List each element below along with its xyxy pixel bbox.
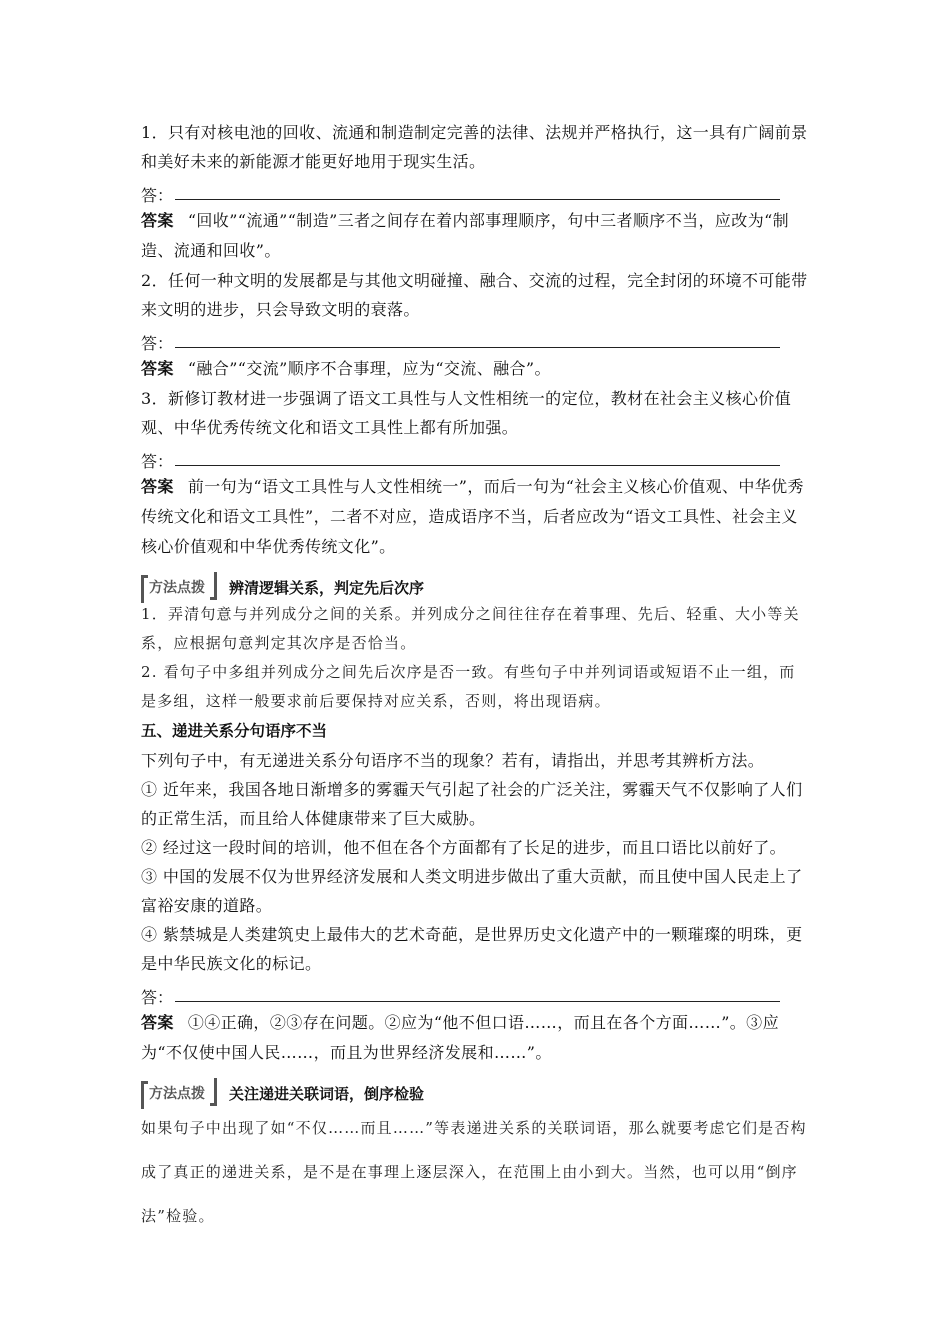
section-5-item-1: ① 近年来，我国各地日渐增多的雾霾天气引起了社会的广泛关注，雾霾天气不仅影响了人们的正常生活，而且给人体健康带来了巨大威胁。 bbox=[141, 780, 803, 828]
answer-1-text: “回收”“流通”“制造”三者之间存在着内部事理顺序，句中三者顺序不当，应改为“制造、流通和回收”。 bbox=[141, 211, 790, 260]
answer-tag: 答案 bbox=[141, 477, 174, 496]
section-5-item-4: ④ 紫禁城是人类建筑史上最伟大的艺术奇葩，是世界历史文化遗产中的一颗璀璨的明珠，更是中华民族文化的标记。 bbox=[141, 925, 803, 973]
method-title: 辨清逻辑关系，判定先后次序 bbox=[229, 579, 425, 597]
method-1-point-1: 1．弄清句意与并列成分之间的关系。并列成分之间往往存在着事理、先后、轻重、大小等关系，应根据句意判定其次序是否恰当。 bbox=[141, 605, 800, 652]
answer-2 bbox=[141, 354, 809, 384]
answer-line-3 bbox=[141, 442, 809, 472]
method-1-point-2: 2. 看句子中多组并列成分之间先后次序是否一致。有些句子中并列词语或短语不止一组，而是多组，这样一般要求前后要保持对应关系，否则，将出现语病。 bbox=[141, 663, 796, 710]
method-badge: 方法点拨 bbox=[141, 1081, 217, 1106]
answer-tag: 答案 bbox=[141, 1013, 174, 1032]
question-2: 2．任何一种文明的发展都是与其他文明碰撞、融合、交流的过程，完全封闭的环境不可能带来文明的进步，只会导致文明的衰落。 bbox=[141, 271, 808, 319]
answer-5 bbox=[141, 1008, 809, 1068]
section-5-item-3: ③ 中国的发展不仅为世界经济发展和人类文明进步做出了重大贡献，而且使中国人民走上了富裕安康的道路。 bbox=[141, 867, 803, 915]
method-tip-1 bbox=[141, 562, 809, 600]
answer-line-1 bbox=[141, 176, 809, 206]
method-tip-2 bbox=[141, 1068, 809, 1106]
answer-label: 答： bbox=[141, 186, 174, 205]
answer-3 bbox=[141, 472, 809, 562]
answer-tag: 答案 bbox=[141, 359, 174, 378]
question-1: 1．只有对核电池的回收、流通和制造制定完善的法律、法规并严格执行，这一具有广阔前景和美好未来的新能源才能更好地用于现实生活。 bbox=[141, 123, 808, 171]
question-3: 3．新修订教材进一步强调了语文工具性与人文性相统一的定位，教材在社会主义核心价值观、中华优秀传统文化和语文工具性上都有所加强。 bbox=[141, 389, 792, 437]
answer-blank bbox=[175, 465, 780, 466]
section-5-intro: 下列句子中，有无递进关系分句语序不当的现象？若有，请指出，并思考其辨析方法。 bbox=[141, 751, 765, 770]
answer-blank bbox=[175, 347, 780, 348]
answer-1 bbox=[141, 206, 809, 266]
section-5-item-2: ② 经过这一段时间的培训，他不但在各个方面都有了长足的进步，而且口语比以前好了。 bbox=[141, 838, 787, 857]
answer-line-5 bbox=[141, 978, 809, 1008]
answer-label: 答： bbox=[141, 334, 174, 353]
method-2-point-1: 如果句子中出现了如“不仅……而且……”等表递进关系的关联词语，那么就要考虑它们是否构成了真正的递进关系，是不是在事理上逐层深入，在范围上由小到大。当然，也可以用“倒序法”检验。 bbox=[141, 1119, 807, 1225]
answer-3-text: 前一句为“语文工具性与人文性相统一”，而后一句为“社会主义核心价值观、中华优秀传统文化和语文工具性”，二者不对应，造成语序不当，后者应改为“语文工具性、社会主义核心价值观和中华优秀传统文化”。 bbox=[141, 477, 804, 556]
answer-label: 答： bbox=[141, 452, 174, 471]
answer-tag: 答案 bbox=[141, 211, 174, 230]
answer-blank bbox=[175, 199, 780, 200]
answer-blank bbox=[175, 1001, 780, 1002]
answer-label: 答： bbox=[141, 988, 174, 1007]
method-title: 关注递进关联词语，倒序检验 bbox=[229, 1085, 425, 1103]
answer-line-2 bbox=[141, 324, 809, 354]
document-page bbox=[141, 118, 809, 1238]
answer-5-text: ①④正确，②③存在问题。②应为“他不但口语……，而且在各个方面……”。③应为“不仅使中国人民……，而且为世界经济发展和……”。 bbox=[141, 1013, 779, 1062]
method-badge: 方法点拨 bbox=[141, 575, 217, 600]
answer-2-text: “融合”“交流”顺序不合事理，应为“交流、融合”。 bbox=[187, 359, 551, 378]
section-5-title: 五、递进关系分句语序不当 bbox=[141, 722, 328, 740]
